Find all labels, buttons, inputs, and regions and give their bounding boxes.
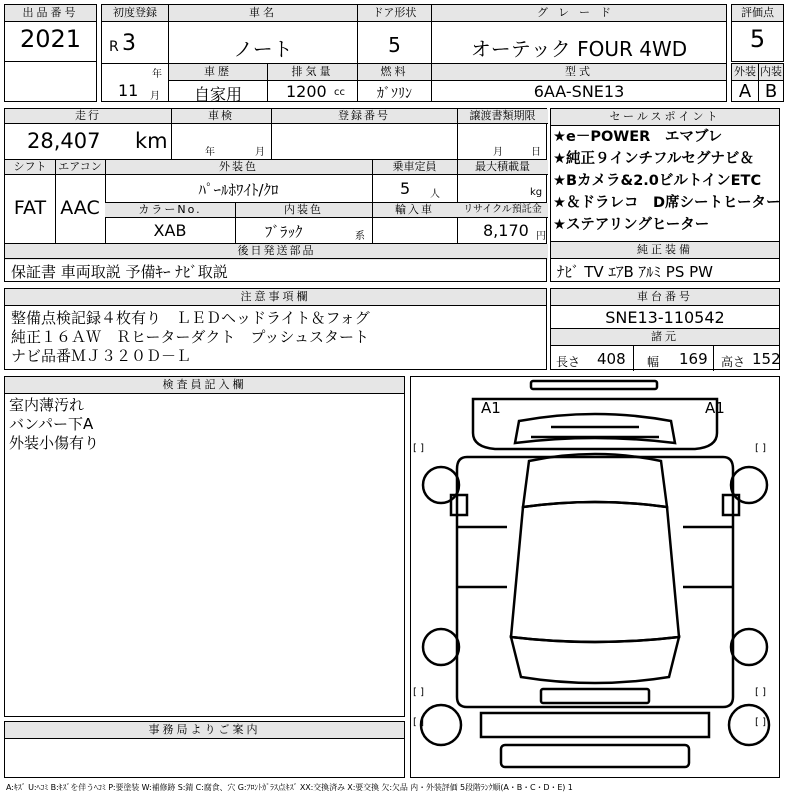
- genuine-equipment-block: [550, 241, 780, 282]
- width-value: 169: [679, 350, 708, 368]
- height-value: 152: [752, 350, 781, 368]
- score-label: 評価点: [732, 5, 783, 22]
- first-registration-label: 初度登録: [102, 5, 168, 22]
- lot-number-blank: [4, 61, 97, 102]
- reg-year: 3: [122, 31, 136, 56]
- inspection-month: 月: [255, 147, 265, 158]
- interior-color-value: ﾌﾞﾗｯｸ: [265, 223, 303, 241]
- sales-point-line: ★e－POWER エマブレ: [553, 129, 723, 145]
- sales-point-line: ★純正９インチフルセグナビ＆: [553, 151, 754, 167]
- exterior-score-label: 外装: [732, 64, 758, 81]
- capacity-value: 5: [400, 179, 411, 198]
- transfer-day: 日: [531, 147, 541, 158]
- displacement-unit: cc: [334, 87, 345, 98]
- history-cell: [168, 63, 268, 102]
- chassis-block: [550, 288, 780, 329]
- interior-score-cell: [758, 63, 784, 102]
- model-cell: [431, 63, 727, 102]
- displacement-label: 排気量: [268, 64, 357, 81]
- notes-label: 注意事項欄: [5, 289, 546, 306]
- door-type-value: 5: [388, 33, 401, 57]
- plate-label: 登録番号: [271, 109, 457, 124]
- interior-score-label: 内装: [759, 64, 783, 81]
- dimensions-block: [550, 328, 780, 370]
- capacity-unit: 人: [430, 189, 440, 200]
- reg-year-unit: 年: [152, 69, 162, 80]
- lot-number-label: 出品番号: [5, 5, 96, 22]
- history-label: 車歴: [169, 64, 267, 81]
- mileage-label: 走行: [5, 109, 171, 124]
- notes-line: 純正１６ＡＷ Ｒヒーターダクト プッシュスタート: [11, 328, 370, 346]
- inspector-label: 検査員記入欄: [5, 377, 404, 394]
- bracket-mark: [ ]: [755, 443, 766, 454]
- recycle-unit: 円: [536, 231, 546, 242]
- bracket-mark: [ ]: [413, 687, 424, 698]
- transfer-label: 譲渡書類期限: [457, 109, 548, 124]
- damage-legend: A:ｷｽﾞ U:ﾍｺﾐ B:ｷｽﾞを伴うﾍｺﾐ P:要塗装 W:補修跡 S:錆 C:腐食、穴 G:ﾌﾛﾝﾄｶﾞﾗｽ点ｷｽﾞ XX:交換済み X:要交換 欠:欠品 内・外装評価 5段階ﾗﾝｸ順(A・B・C・D・E) 1: [6, 783, 573, 792]
- displacement-value: 1200: [286, 82, 327, 101]
- notes-line: ナビ品番ＭＪ３２０Ｄ－Ｌ: [11, 347, 192, 365]
- bracket-mark: [ ]: [413, 717, 424, 728]
- score-cell: [731, 4, 784, 62]
- notes-block: [4, 288, 547, 370]
- sales-point-line: ★Bカメラ&2.0ビルトインETC: [553, 173, 762, 189]
- shift-label: シフト: [5, 160, 55, 175]
- score-value: 5: [749, 25, 766, 53]
- shift-value: FAT: [13, 197, 47, 219]
- sales-points-label: セールスポイント: [551, 109, 779, 126]
- fuel-cell: [357, 63, 432, 102]
- inspection-label: 車検: [171, 109, 271, 124]
- later-parts-label: 後日発送部品: [5, 244, 548, 260]
- load-unit: kg: [530, 187, 543, 198]
- height-label: 高さ: [721, 355, 746, 369]
- later-parts-value: 保証書 車両取説 予備ｷｰ ﾅﾋﾞ取説: [11, 263, 228, 281]
- import-label: 輸入車: [372, 203, 457, 218]
- recycle-label: リサイクル預託金: [457, 203, 548, 218]
- genuine-equipment-label: 純正装備: [551, 242, 779, 259]
- car-outline-drawing: [411, 377, 779, 777]
- grade-cell: [431, 4, 727, 64]
- inspector-line: 外装小傷有り: [9, 434, 100, 452]
- vehicle-name-cell: [168, 4, 358, 64]
- recycle-value: 8,170: [483, 221, 529, 240]
- color-no-label: カラーNo.: [105, 203, 235, 218]
- inspector-block: [4, 376, 405, 717]
- length-label: 長さ: [556, 355, 581, 369]
- bracket-mark: [ ]: [413, 443, 424, 454]
- header-block: [4, 4, 780, 102]
- exterior-score-cell: [731, 63, 759, 102]
- width-label: 幅: [647, 355, 660, 369]
- grade-value: オーテック FOUR 4WD: [470, 37, 688, 61]
- bracket-mark: [ ]: [755, 717, 766, 728]
- inspector-line: 室内薄汚れ: [9, 396, 85, 414]
- length-value: 408: [597, 350, 626, 368]
- mileage-unit: km: [135, 129, 168, 153]
- reg-month-unit: 月: [150, 91, 160, 102]
- later-parts-cell: [4, 258, 547, 282]
- ac-label: エアコン: [55, 160, 105, 175]
- exterior-color-label: 外装色: [105, 160, 372, 175]
- car-diagram: [410, 376, 780, 778]
- detail-block: [4, 108, 547, 259]
- damage-mark-left: A1: [481, 399, 501, 417]
- mileage-value: 28,407: [27, 129, 101, 153]
- bracket-mark: [ ]: [755, 687, 766, 698]
- chassis-value: SNE13-110542: [605, 308, 725, 327]
- notes-line: 整備点検記録４枚有り ＬＥＤヘッドライト＆フォグ: [11, 309, 370, 327]
- door-type-cell: [357, 4, 432, 64]
- genuine-equipment-value: ﾅﾋﾞ TV ｴｱB ｱﾙﾐ PS PW: [557, 263, 713, 281]
- model-label: 型式: [432, 64, 726, 81]
- transfer-month: 月: [493, 147, 503, 158]
- history-value: 自家用: [193, 85, 242, 104]
- lot-number-cell: [4, 4, 97, 62]
- inspection-year: 年: [205, 147, 215, 158]
- sales-point-line: ★ステアリングヒーター: [553, 217, 710, 233]
- vehicle-name-value: ノート: [233, 37, 293, 61]
- reg-month: 11: [118, 81, 139, 100]
- chassis-label: 車台番号: [551, 289, 779, 306]
- reg-era: R: [109, 39, 119, 55]
- fuel-label: 燃料: [358, 64, 431, 81]
- model-value: 6AA-SNE13: [533, 82, 625, 101]
- damage-mark-right: A1: [705, 399, 725, 417]
- office-block: [4, 721, 405, 778]
- exterior-score-value: A: [738, 81, 752, 102]
- first-registration-cell: [101, 4, 169, 102]
- displacement-cell: [267, 63, 358, 102]
- grade-label: グレード: [432, 5, 726, 22]
- sales-points-block: [550, 108, 780, 242]
- interior-score-value: B: [764, 81, 778, 102]
- door-type-label: ドア形状: [358, 5, 431, 22]
- load-label: 最大積載量: [457, 160, 548, 175]
- interior-color-label: 内装色: [235, 203, 372, 218]
- color-no-value: XAB: [153, 221, 187, 240]
- fuel-value: ｶﾞｿﾘﾝ: [377, 86, 412, 102]
- capacity-label: 乗車定員: [372, 160, 457, 175]
- ac-value: AAC: [60, 197, 100, 219]
- sales-point-line: ★＆ドラレコ D席シートヒーター: [553, 195, 781, 211]
- interior-color-unit: 系: [355, 231, 365, 242]
- vehicle-name-label: 車名: [169, 5, 357, 22]
- inspector-line: バンパー下A: [9, 415, 94, 433]
- exterior-color-value: ﾊﾟｰﾙﾎﾜｲﾄ/ｸﾛ: [198, 181, 279, 199]
- lot-number-value: 2021: [19, 25, 82, 53]
- office-label: 事務局よりご案内: [5, 722, 404, 739]
- dimensions-label: 諸元: [551, 329, 779, 346]
